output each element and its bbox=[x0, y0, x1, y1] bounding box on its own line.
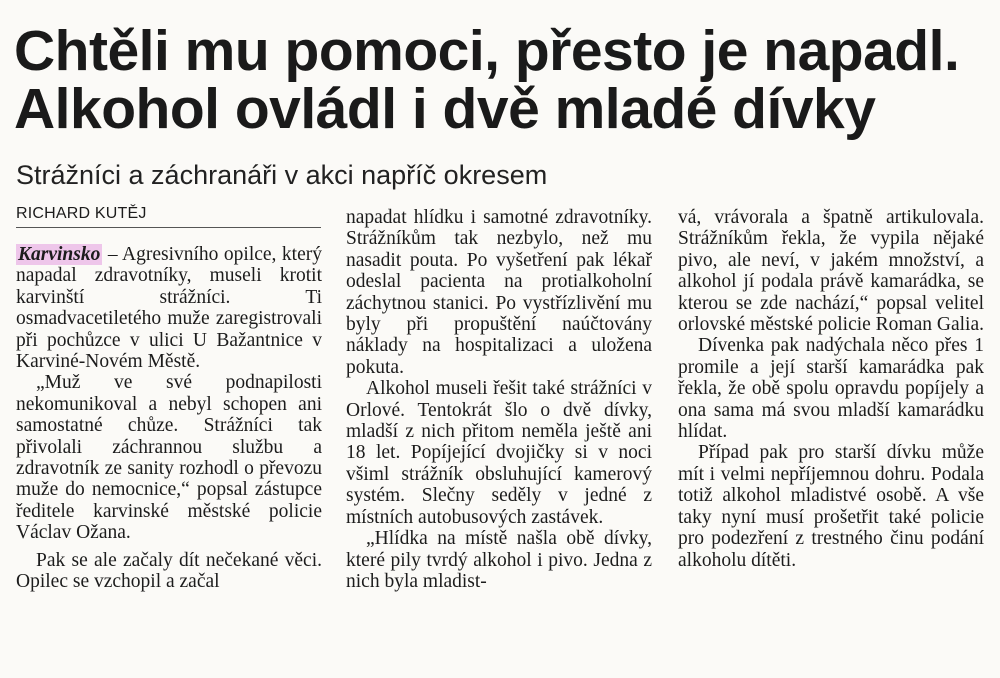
paragraph: „Hlídka na místě našla obě dívky, které pily tvrdý alkohol i pivo. Jedna z nich byla mladist- bbox=[346, 528, 652, 592]
paragraph: Případ pak pro starší dívku může mít i velmi nepříjemnou dohru. Podala totiž alkohol mladistvé osobě. A vše taky nyní musí prošetřit také policie pro podezření z trestného činu podání alkoholu dítěti. bbox=[678, 442, 984, 571]
article-column-3 bbox=[678, 207, 984, 571]
headline-line-1: Chtěli mu pomoci, přesto je napadl. bbox=[14, 19, 960, 83]
headline-line-2: Alkohol ovládl i dvě mladé dívky bbox=[14, 77, 876, 141]
paragraph: Pak se ale začaly dít nečekané věci. Opilec se vzchopil a začal bbox=[16, 549, 322, 593]
dateline: Karvinsko bbox=[18, 244, 101, 265]
byline: RICHARD KUTĚJ bbox=[16, 205, 321, 228]
article-column-1 bbox=[16, 244, 322, 593]
lead-text: – Agresivního opilce, který napadal zdravotníky, museli krotit karvinští strážníci. Ti osmadvacetiletého muže zaregistrovali při pochůzce v ulici U Bažantnice v Karviné-Novém Městě. bbox=[16, 244, 322, 373]
paragraph: Alkohol museli řešit také strážníci v Orlové. Tentokrát šlo o dvě dívky, mladší z nich přitom neměla ještě ani 18 let. Popíjející dvojičky si v noci všiml strážník obsluhující kamerový systém. Slečny seděly v jedné z místních autobusových zastávek. bbox=[346, 378, 652, 528]
headline bbox=[14, 19, 994, 141]
paragraph: „Muž ve své podnapilosti nekomunikoval a nebyl schopen ani samostatné chůze. Strážníci tak přivolali záchrannou službu a zdravotník ze sanity rozhodl o převozu muže do nemocnice,“ popsal zástupce ředitele karvinské městské policie Václav Ožana. bbox=[16, 372, 322, 544]
lead-paragraph bbox=[16, 244, 322, 372]
article-column-2 bbox=[346, 207, 652, 592]
paragraph: Dívenka pak nadýchala něco přes 1 promile a její starší kamarádka pak řekla, že obě spolu opravdu popíjely a ona sama má svou mladší kamarádku hlídat. bbox=[678, 335, 984, 443]
subheadline: Strážníci a záchranáři v akci napříč okresem bbox=[16, 160, 548, 190]
paragraph: vá, vrávorala a špatně artikulovala. Strážníkům řekla, že vypila nějaké pivo, ale neví, v jakém množství, a alkohol jí podala právě kamarádka, se kterou se zde nachází,“ popsal velitel orlovské městské policie Roman Galia. bbox=[678, 207, 984, 336]
paragraph: napadat hlídku i samotné zdravotníky. Strážníkům tak nezbylo, než mu nasadit pouta. Po vyšetření pak lékař odeslal pacienta na protialkoholní záchytnou stanici. Po vystřízlivění mu byly při propuštění naúčtovány náklady na hospitalizaci a uložena pokuta. bbox=[346, 207, 652, 378]
